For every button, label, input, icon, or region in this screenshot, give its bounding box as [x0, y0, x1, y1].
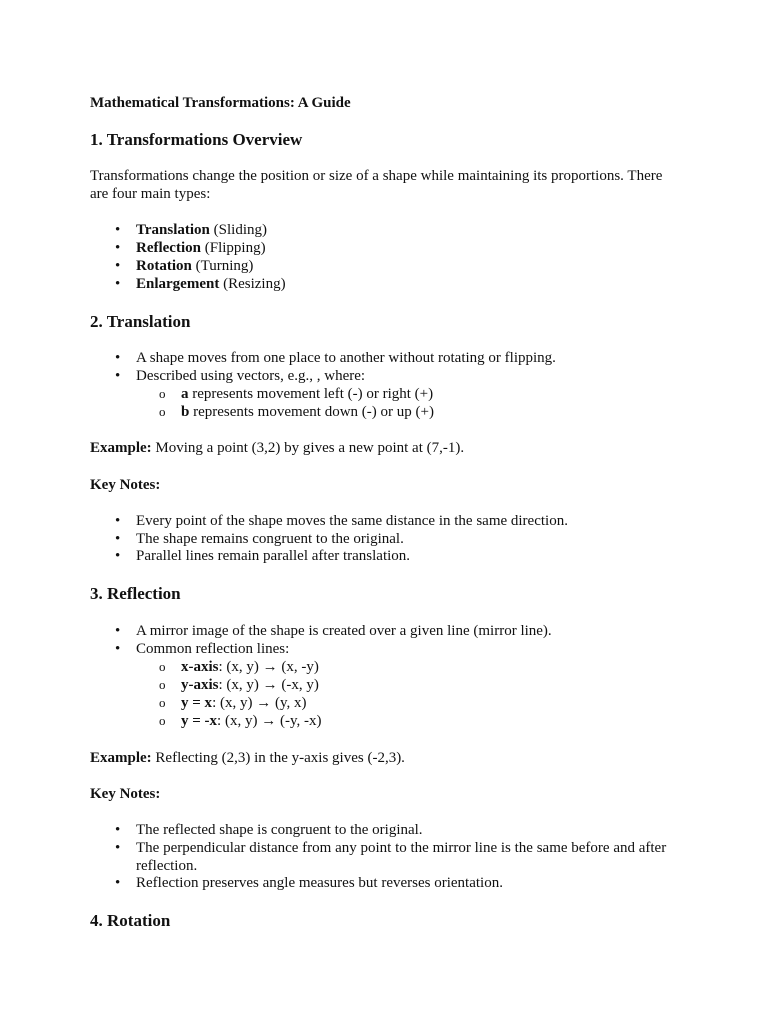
list-item: The shape remains congruent to the original.	[136, 531, 404, 547]
bullet-icon: •	[115, 840, 121, 856]
list-item: Enlargement (Resizing)	[136, 276, 286, 292]
sub-list-item: b represents movement down (-) or up (+)	[181, 404, 434, 420]
bullet-icon: •	[115, 240, 121, 256]
sub-list-item: a represents movement left (-) or right (+)	[181, 386, 434, 402]
section-1-heading: 1. Transformations Overview	[90, 130, 303, 149]
list-item: Reflection (Flipping)	[136, 240, 266, 256]
document-title: Mathematical Transformations: A Guide	[90, 95, 351, 111]
key-notes-label: Key Notes:	[90, 477, 161, 493]
list-item: The perpendicular distance from any point to the mirror line is the same before and after reflection.	[136, 840, 667, 874]
list-item: Described using vectors, e.g., , where:	[136, 368, 366, 384]
section-3-heading: 3. Reflection	[90, 584, 181, 603]
sub-list-item: x-axis: (x, y) → (x, -y)	[181, 659, 319, 675]
bullet-icon: •	[115, 641, 121, 657]
bullet-icon: •	[115, 548, 121, 564]
list-item: Translation (Sliding)	[136, 222, 267, 238]
sub-bullet-icon: o	[159, 695, 166, 710]
bullet-icon: •	[115, 822, 121, 838]
list-item: Every point of the shape moves the same distance in the same direction.	[136, 513, 568, 529]
key-notes-label: Key Notes:	[90, 786, 161, 802]
list-item: A shape moves from one place to another without rotating or flipping.	[136, 350, 556, 366]
section-4-heading: 4. Rotation	[90, 911, 171, 930]
sub-list-item: y = -x: (x, y) → (-y, -x)	[181, 713, 322, 729]
sub-bullet-icon: o	[159, 404, 166, 419]
section-1-intro: Transformations change the position or size of a shape while maintaining its proportions. There are four main types:	[90, 168, 663, 202]
bullet-icon: •	[115, 276, 121, 292]
bullet-icon: •	[115, 531, 121, 547]
sub-list-item: y-axis: (x, y) → (-x, y)	[181, 677, 319, 693]
list-item: Common reflection lines:	[136, 641, 290, 657]
bullet-icon: •	[115, 513, 121, 529]
list-item: A mirror image of the shape is created over a given line (mirror line).	[136, 623, 552, 639]
list-item: Rotation (Turning)	[136, 258, 254, 274]
sub-bullet-icon: o	[159, 386, 166, 401]
bullet-icon: •	[115, 258, 121, 274]
list-item: Reflection preserves angle measures but reverses orientation.	[136, 875, 503, 891]
sub-list-item: y = x: (x, y) → (y, x)	[181, 695, 307, 711]
section-2-heading: 2. Translation	[90, 312, 191, 331]
example-paragraph: Example: Reflecting (2,3) in the y-axis gives (-2,3).	[90, 750, 405, 766]
sub-bullet-icon: o	[159, 677, 166, 692]
bullet-icon: •	[115, 623, 121, 639]
bullet-icon: •	[115, 875, 121, 891]
sub-bullet-icon: o	[159, 659, 166, 674]
example-paragraph: Example: Moving a point (3,2) by gives a new point at (7,-1).	[90, 440, 465, 456]
bullet-icon: •	[115, 222, 121, 238]
bullet-icon: •	[115, 350, 121, 366]
sub-bullet-icon: o	[159, 713, 166, 728]
bullet-icon: •	[115, 368, 121, 384]
list-item: The reflected shape is congruent to the original.	[136, 822, 423, 838]
list-item: Parallel lines remain parallel after translation.	[136, 548, 411, 564]
